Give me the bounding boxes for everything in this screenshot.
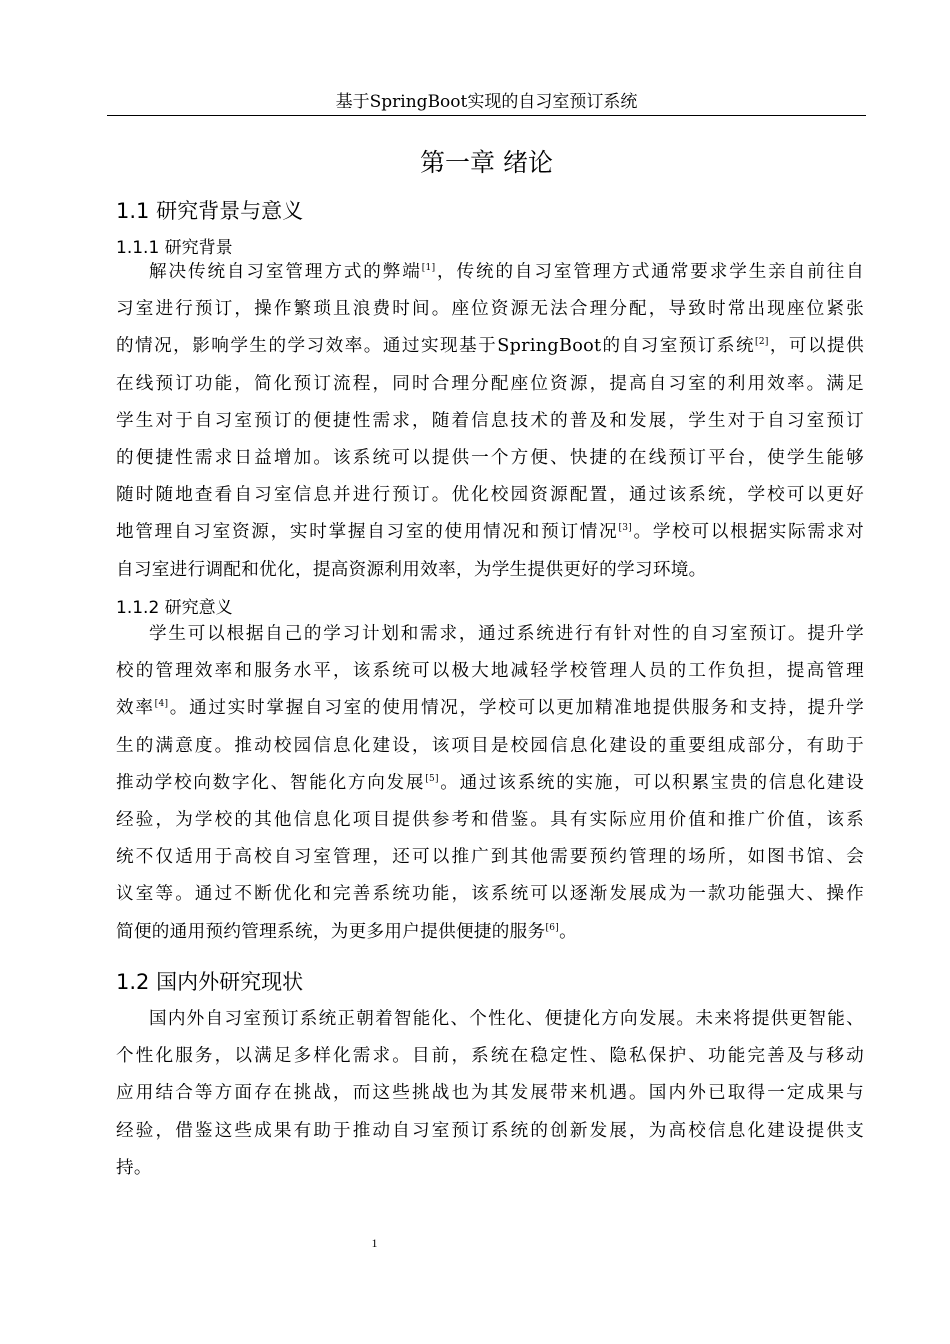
subsection-heading-1-1-1: 1.1.1 研究背景 (116, 238, 233, 258)
paragraph-research-status (116, 1001, 864, 1187)
citation: [6] (545, 922, 560, 933)
text-line: 议室等。通过不断优化和完善系统功能，该系统可以逐渐发展成为一款功能强大、操作 (116, 884, 864, 905)
section-heading-1-2: 1.2 国内外研究现状 (116, 970, 304, 994)
text-line: 自习室进行调配和优化，提高资源利用效率，为学生提供更好的学习环境。 (116, 559, 707, 580)
text-line: 在线预订功能，简化预订流程，同时合理分配座位资源，提高自习室的利用效率。满足 (116, 373, 864, 394)
chapter-title: 第一章 绪论 (420, 148, 553, 177)
section-heading-1-1: 1.1 研究背景与意义 (116, 199, 304, 223)
text-line: 个性化服务，以满足多样化需求。目前，系统在稳定性、隐私保护、功能完善及与移动 (116, 1046, 864, 1067)
citation: [2] (755, 337, 769, 348)
text-line: 应用结合等方面存在挑战，而这些挑战也为其发展带来机遇。国内外已取得一定成果与 (116, 1083, 864, 1104)
text-line: 经验，借鉴这些成果有助于推动自习室预订系统的创新发展，为高校信息化建设提供支 (116, 1120, 864, 1141)
citation: [4] (154, 699, 169, 710)
citation: [5] (425, 773, 439, 784)
text-line: 生的满意度。推动校园信息化建设，该项目是校园信息化建设的重要组成部分，有助于 (116, 735, 864, 756)
text-line: 经验，为学校的其他信息化项目提供参考和借鉴。具有实际应用价值和推广价值，该系 (116, 809, 864, 830)
text-line: 统不仅适用于高校自习室管理，还可以推广到其他需要预约管理的场所，如图书馆、会 (116, 847, 864, 868)
text-line: 习室进行预订，操作繁琐且浪费时间。座位资源无法合理分配，导致时常出现座位紧张 (116, 299, 864, 320)
page-number: 1 (371, 1236, 378, 1250)
text-line: 学生可以根据自己的学习计划和需求，通过系统进行有针对性的自习室预订。提升学 (149, 624, 864, 644)
subsection-heading-1-1-2: 1.1.2 研究意义 (116, 598, 233, 618)
text-line: 随时随地查看自习室信息并进行预订。优化校园资源配置，通过该系统，学校可以更好 (116, 485, 864, 506)
text-line: 持。 (116, 1157, 152, 1178)
header-rule (107, 115, 866, 116)
text-line: 效率[4]。通过实时掌握自习室的使用情况，学校可以更加精准地提供服务和支持，提升学 (116, 698, 864, 719)
text-line: 校的管理效率和服务水平，该系统可以极大地减轻学校管理人员的工作负担，提高管理 (116, 661, 864, 682)
running-header: 基于SpringBoot实现的自习室预订系统 (335, 92, 638, 112)
text-line: 简便的通用预约管理系统，为更多用户提供便捷的服务[6]。 (116, 921, 578, 942)
text-line: 的便捷性需求日益增加。该系统可以提供一个方便、快捷的在线预订平台，使学生能够 (116, 447, 864, 468)
text-line: 学生对于自习室预订的便捷性需求，随着信息技术的普及和发展，学生对于自习室预订 (116, 410, 864, 431)
citation: [3] (618, 523, 633, 534)
text-line: 国内外自习室预订系统正朝着智能化、个性化、便捷化方向发展。未来将提供更智能、 (149, 1009, 864, 1029)
text-line: 解决传统自习室管理方式的弊端[1]，传统的自习室管理方式通常要求学生亲自前往自 (149, 262, 864, 282)
citation: [1] (421, 263, 436, 273)
text-line: 地管理自习室资源，实时掌握自习室的使用情况和预订情况[3]。学校可以根据实际需求对 (116, 522, 864, 543)
text-line: 推动学校向数字化、智能化方向发展[5]。通过该系统的实施，可以积累宝贵的信息化建设 (116, 772, 864, 793)
paragraph-research-significance (116, 616, 864, 951)
paragraph-research-background (116, 254, 864, 589)
text-line: 的情况，影响学生的学习效率。通过实现基于SpringBoot的自习室预订系统[2]，可以提供 (116, 336, 864, 357)
